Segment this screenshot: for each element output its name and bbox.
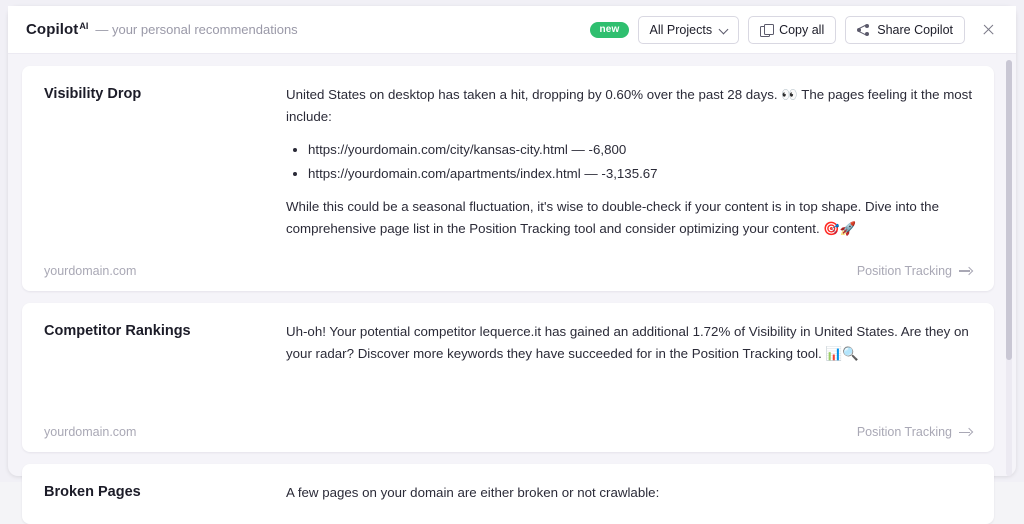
arrow-right-icon — [959, 266, 972, 276]
share-copilot-button[interactable] — [845, 16, 965, 44]
scrollbar-track[interactable] — [1006, 60, 1012, 476]
list-item: • https://yourdomain.com/apartments/index.html — -3,135.67 — [308, 163, 972, 185]
card-bullet-list — [286, 139, 972, 184]
copy-icon — [760, 24, 772, 36]
card-body — [286, 84, 972, 239]
recommendations-list — [8, 54, 1016, 501]
projects-select[interactable] — [638, 16, 740, 44]
panel-header — [8, 6, 1016, 54]
share-copilot-label: Share Copilot — [877, 22, 953, 37]
card-body — [286, 321, 972, 364]
list-item: • https://yourdomain.com/city/kansas-city.html — -6,800 — [308, 139, 972, 161]
copy-all-label: Copy all — [779, 22, 825, 37]
card-footer — [44, 412, 972, 452]
share-icon — [857, 24, 870, 36]
card-content — [44, 84, 972, 239]
close-icon[interactable] — [976, 17, 1002, 43]
position-tracking-link-label: Position Tracking — [856, 425, 952, 440]
card-domain: yourdomain.com — [44, 264, 137, 279]
scrollbar-thumb[interactable] — [1006, 60, 1012, 360]
new-badge: new — [590, 22, 628, 38]
header-actions — [590, 16, 1002, 44]
brand-subtitle: — your personal recommendations — [95, 22, 298, 37]
projects-select-label: All Projects — [649, 22, 713, 37]
recommendation-card — [22, 66, 994, 291]
brand — [26, 21, 298, 38]
card-footer — [44, 251, 972, 291]
arrow-right-icon — [959, 427, 972, 437]
position-tracking-link[interactable] — [857, 264, 972, 278]
card-paragraph: Uh-oh! Your potential competitor lequerce.it has gained an additional 1.72% of Visibility in United States. Are they on your radar? Discover more keywords they have succeeded for in the Position Tracking tool. 📊🔍 — [286, 324, 969, 361]
chevron-down-icon — [720, 25, 729, 34]
copy-all-button[interactable] — [748, 16, 836, 44]
brand-name: Copilot — [26, 21, 79, 38]
recommendation-card — [22, 303, 994, 452]
card-paragraph: While this could be a seasonal fluctuation, it's wise to double-check if your content is in top shape. Dive into the comprehensive page list in the Position Tracking tool and consider optimizing your content. 🎯🚀 — [286, 199, 939, 236]
card-paragraph: United States on desktop has taken a hit, dropping by 0.60% over the past 28 days. 👀 The pages feeling it the most include: — [286, 87, 973, 124]
position-tracking-link[interactable] — [857, 425, 972, 439]
card-title: Broken Pages — [44, 484, 141, 501]
card-title: Competitor Rankings — [44, 323, 191, 340]
card-body — [286, 482, 972, 504]
card-title: Visibility Drop — [44, 86, 142, 102]
card-content — [44, 321, 972, 364]
card-paragraph: A few pages on your domain are either broken or not crawlable: — [286, 485, 660, 501]
brand-superscript: AI — [79, 21, 89, 31]
recommendation-card — [22, 464, 994, 524]
position-tracking-link-label: Position Tracking — [856, 264, 952, 279]
card-content — [44, 482, 972, 504]
copilot-panel — [8, 6, 1016, 501]
card-domain: yourdomain.com — [44, 425, 137, 440]
